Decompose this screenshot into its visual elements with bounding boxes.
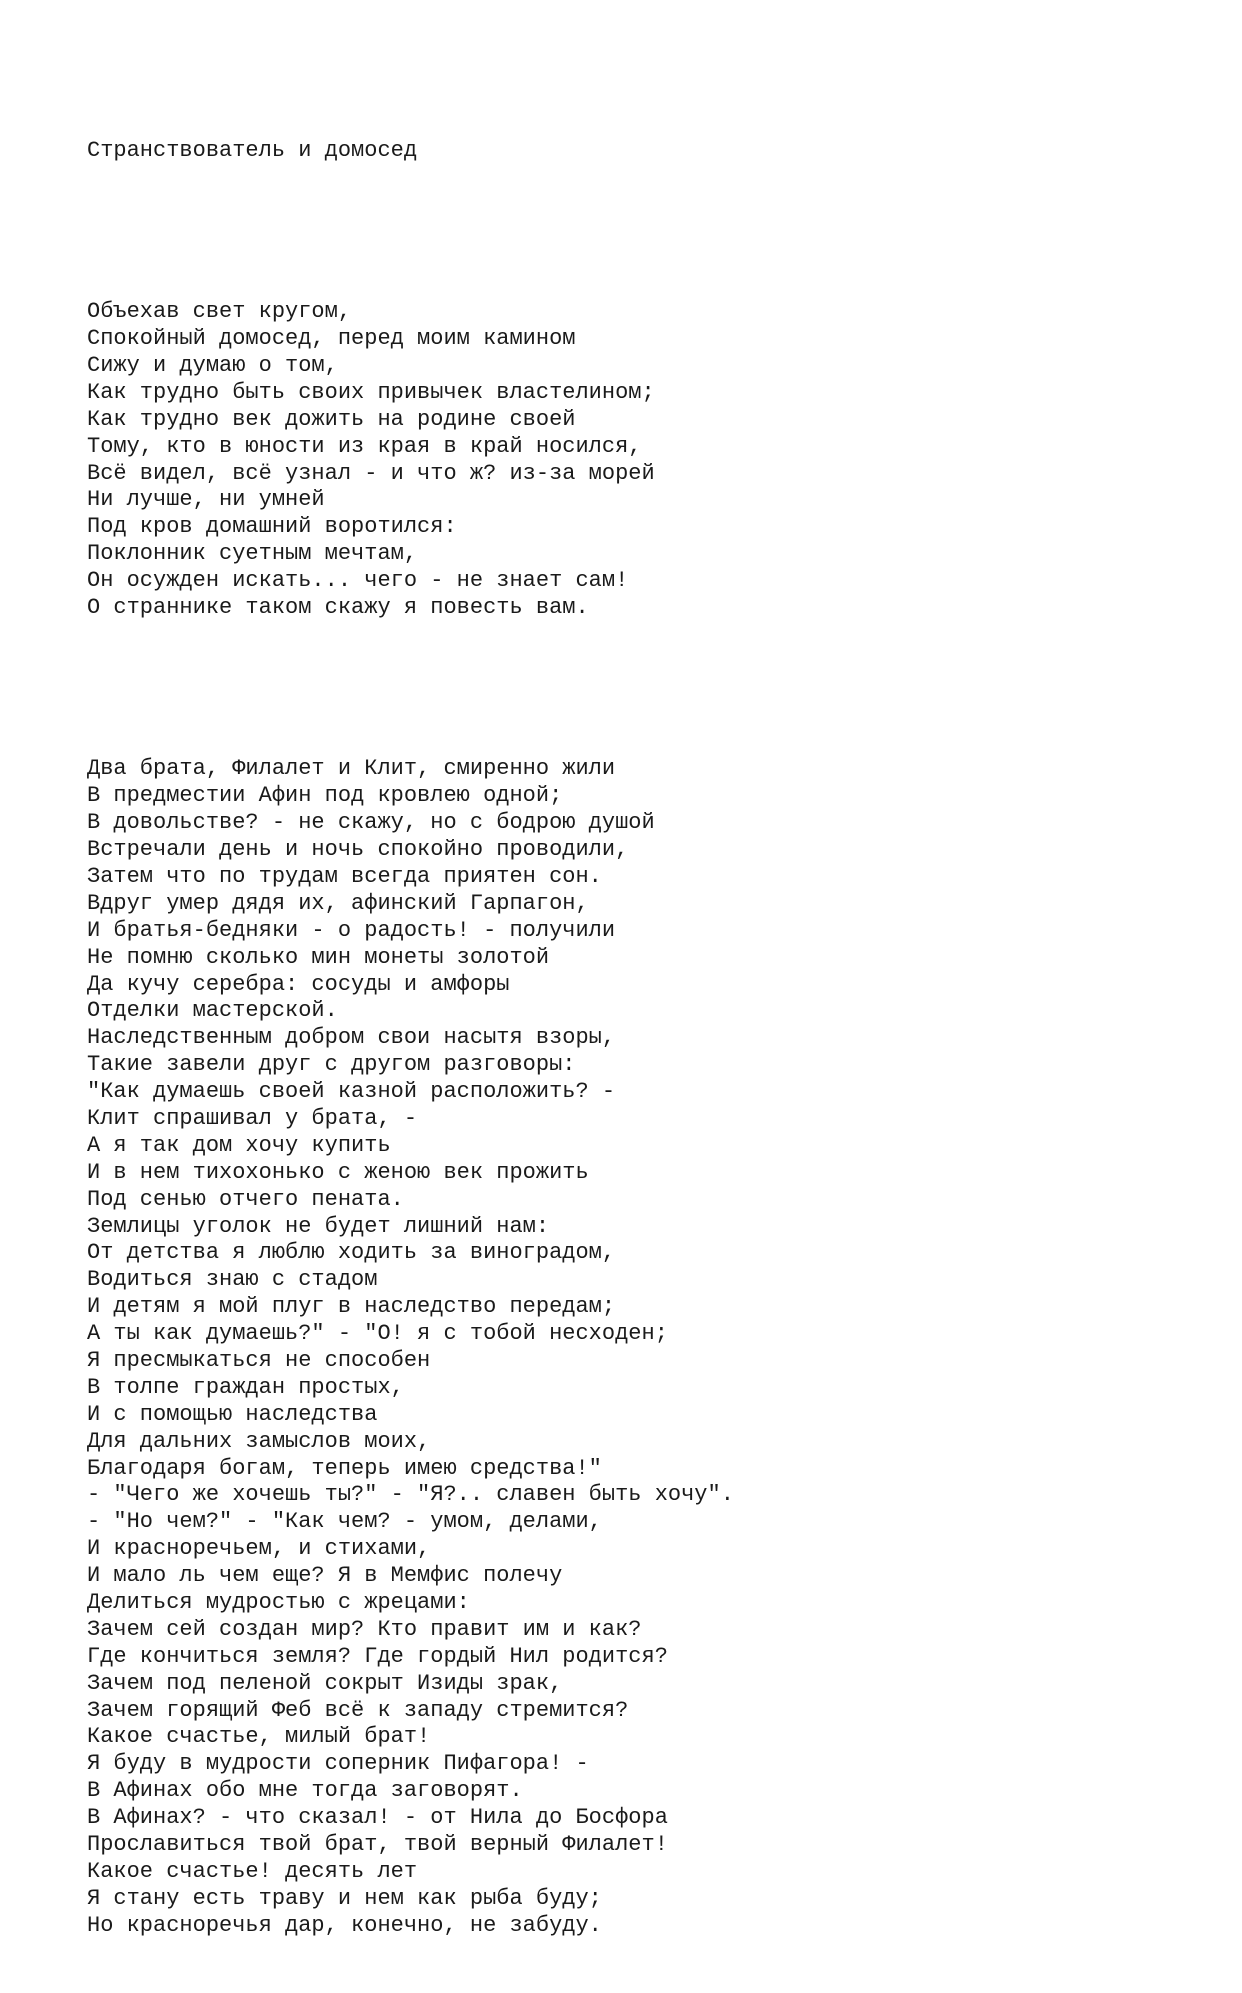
poem-line: Всё видел, всё узнал - и что ж? из-за морей bbox=[87, 460, 655, 486]
poem-line: И в нем тихохонько с женою век прожить bbox=[87, 1159, 589, 1185]
poem-line: В Афинах обо мне тогда заговорят. bbox=[87, 1778, 523, 1804]
poem-line: Сижу и думаю о том, bbox=[87, 353, 338, 378]
poem-line: Ни лучше, ни умней bbox=[87, 487, 325, 513]
poem-line: Какое счастье, милый брат! bbox=[87, 1724, 431, 1750]
poem-line: Я буду в мудрости соперник Пифагора! - bbox=[87, 1751, 589, 1777]
poem-line: Зачем сей создан мир? Кто правит им и как? bbox=[87, 1616, 642, 1642]
poem-line: О страннике таком скажу я повесть вам. bbox=[87, 595, 589, 621]
poem-line: Клит спрашивал у брата, - bbox=[87, 1106, 418, 1131]
poem-line: Я стану есть траву и нем как рыба буду; bbox=[87, 1885, 602, 1911]
poem-line: И братья-бедняки - о радость! - получили bbox=[87, 917, 616, 943]
poem-line: В толпе граждан простых, bbox=[87, 1374, 404, 1400]
poem-line: Поклонник суетным мечтам, bbox=[87, 541, 418, 567]
poem-line: Какое счастье! десять лет bbox=[87, 1858, 418, 1884]
poem-line: А ты как думаешь?" - "О! я с тобой несходен; bbox=[87, 1321, 668, 1347]
poem-line: Я пресмыкаться не способен bbox=[87, 1348, 431, 1374]
poem-line: Как трудно быть своих привычек властелином; bbox=[87, 379, 655, 405]
poem-line: - "Чего же хочешь ты?" - "Я?.. славен быть хочу". bbox=[87, 1482, 734, 1508]
blank-line bbox=[87, 676, 1187, 703]
poem-line: "Как думаешь своей казной расположить? - bbox=[87, 1079, 616, 1105]
poem-line: Где кончиться земля? Где гордый Нил родится? bbox=[87, 1643, 668, 1669]
poem-line: И с помощью наследства bbox=[87, 1401, 378, 1427]
poem-line: Он осужден искать... чего - не знает сам! bbox=[87, 568, 629, 594]
poem-line: Наследственным добром свои насытя взоры, bbox=[87, 1025, 616, 1051]
poem-title: Странствователь и домосед bbox=[87, 137, 418, 163]
poem-line: Под кров домашний воротился: bbox=[87, 514, 457, 540]
stanza bbox=[87, 756, 1187, 1939]
poem-line: Такие завели друг с другом разговоры: bbox=[87, 1052, 576, 1078]
poem-line: Не помню сколько мин монеты золотой bbox=[87, 944, 550, 970]
poem-line: Да кучу серебра: сосуды и амфоры bbox=[87, 971, 510, 997]
poem-line: Два брата, Филалет и Клит, смиренно жили bbox=[87, 756, 616, 782]
poem-line: И мало ль чем еще? Я в Мемфис полечу bbox=[87, 1563, 563, 1589]
poem-line: - "Но чем?" - "Как чем? - умом, делами, bbox=[87, 1509, 602, 1535]
poem-line: В предместии Афин под кровлею одной; bbox=[87, 783, 563, 809]
poem-line: Но красноречья дар, конечно, не забуду. bbox=[87, 1912, 602, 1938]
poem-line: Под сенью отчего пената. bbox=[87, 1186, 404, 1212]
poem-text bbox=[87, 84, 1187, 1993]
poem-line: Затем что по трудам всегда приятен сон. bbox=[87, 863, 602, 889]
poem-line: Встречали день и ночь спокойно проводили, bbox=[87, 837, 629, 863]
poem-line: Землицы уголок не будет лишний нам: bbox=[87, 1213, 550, 1239]
poem-line: И детям я мой плуг в наследство передам; bbox=[87, 1294, 616, 1320]
poem-line: Зачем под пеленой сокрыт Изиды зрак, bbox=[87, 1670, 563, 1696]
poem-line: И красноречьем, и стихами, bbox=[87, 1536, 431, 1562]
poem-line: Зачем горящий Феб всё к западу стремится? bbox=[87, 1697, 629, 1723]
poem-line: Для дальних замыслов моих, bbox=[87, 1428, 431, 1454]
poem-line: Водиться знаю с стадом bbox=[87, 1267, 378, 1293]
poem-line: Спокойный домосед, перед моим камином bbox=[87, 326, 576, 352]
poem-line: Благодаря богам, теперь имею средства!" bbox=[87, 1455, 602, 1481]
poem-line: Вдруг умер дядя их, афинский Гарпагон, bbox=[87, 890, 589, 916]
poem-line: В довольстве? - не скажу, но с бодрою душой bbox=[87, 810, 655, 836]
blank-line bbox=[87, 219, 1187, 246]
poem-line: Объехав свет кругом, bbox=[87, 299, 352, 325]
stanza bbox=[87, 299, 1187, 622]
poem-line: А я так дом хочу купить bbox=[87, 1132, 391, 1158]
poem-line: Делиться мудростью с жрецами: bbox=[87, 1590, 470, 1616]
poem-line: Прославиться твой брат, твой верный Филалет! bbox=[87, 1832, 668, 1858]
poem-line: В Афинах? - что сказал! - от Нила до Босфора bbox=[87, 1805, 668, 1831]
poem-line: Тому, кто в юности из края в край носился, bbox=[87, 433, 642, 459]
poem-line: Отделки мастерской. bbox=[87, 998, 338, 1024]
poem-line: От детства я люблю ходить за виноградом, bbox=[87, 1240, 616, 1266]
poem-line: Как трудно век дожить на родине своей bbox=[87, 406, 576, 432]
